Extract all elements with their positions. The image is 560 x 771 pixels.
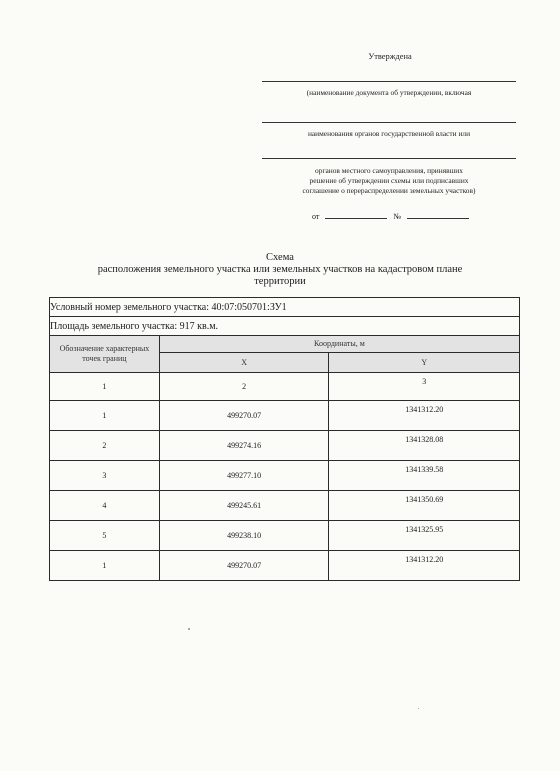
coordinates-table <box>49 297 520 581</box>
x-cell: 499274.16 <box>159 431 329 461</box>
point-cell: 1 <box>50 551 160 581</box>
number-label: № <box>393 212 402 221</box>
point-cell: 1 <box>50 401 160 431</box>
header-points: Обозначение характерных точек границ <box>50 336 160 373</box>
header-y: Y <box>329 353 520 373</box>
table-row <box>50 401 520 431</box>
x-cell: 499238.10 <box>159 521 329 551</box>
approval-blank-line-2 <box>262 122 516 123</box>
schema-subtitle-cont: территории <box>254 276 306 287</box>
point-cell: 2 <box>50 431 160 461</box>
approval-caption-3b: решение об утверждении схемы или подписавших <box>309 176 469 185</box>
schema-subtitle: расположения земельного участка или земельных участков на кадастровом плане <box>97 264 463 275</box>
schema-title: Схема <box>266 252 294 263</box>
approval-caption-2: наименования органов государственной власти или <box>307 129 471 138</box>
table-row <box>50 491 520 521</box>
table-row <box>50 461 520 491</box>
approval-caption-3a: органов местного самоуправления, принявших <box>315 166 463 175</box>
y-cell: 1341339.58 <box>329 461 520 491</box>
approval-blank-line-3 <box>262 158 516 159</box>
x-cell: 499277.10 <box>159 461 329 491</box>
approval-caption-3c: соглашение о перераспределении земельных участков) <box>302 186 476 195</box>
point-cell: 3 <box>50 461 160 491</box>
date-blank <box>325 210 387 219</box>
table-row <box>50 373 520 401</box>
header-coordinates: Координаты, м <box>159 336 519 353</box>
y-cell: 1341312.20 <box>329 401 520 431</box>
x-cell: 499270.07 <box>159 401 329 431</box>
approval-blank-line-1 <box>262 81 516 82</box>
from-label: от <box>312 212 320 221</box>
scan-speck <box>188 628 190 630</box>
index-cell: 2 <box>159 373 329 401</box>
y-cell: 1341328.08 <box>329 431 520 461</box>
x-cell: 499270.07 <box>159 551 329 581</box>
header-x: X <box>159 353 329 373</box>
number-blank <box>407 210 469 219</box>
table-row <box>50 521 520 551</box>
approval-caption-1: (наименование документа об утверждении, включая <box>306 88 472 97</box>
point-cell: 5 <box>50 521 160 551</box>
point-cell: 4 <box>50 491 160 521</box>
x-cell: 499245.61 <box>159 491 329 521</box>
y-cell: 1341312.20 <box>329 551 520 581</box>
cadastral-number: Условный номер земельного участка: 40:07:050701:ЗУ1 <box>50 298 520 317</box>
plot-area: Площадь земельного участка: 917 кв.м. <box>50 317 520 336</box>
scan-speck <box>418 708 419 709</box>
index-cell: 1 <box>50 373 160 401</box>
y-cell: 1341325.95 <box>329 521 520 551</box>
approved-label: Утверждена <box>368 52 412 61</box>
y-cell: 1341350.69 <box>329 491 520 521</box>
index-cell: 3 <box>329 373 520 401</box>
table-row <box>50 431 520 461</box>
approval-date-number-line <box>312 210 473 221</box>
table-row <box>50 551 520 581</box>
